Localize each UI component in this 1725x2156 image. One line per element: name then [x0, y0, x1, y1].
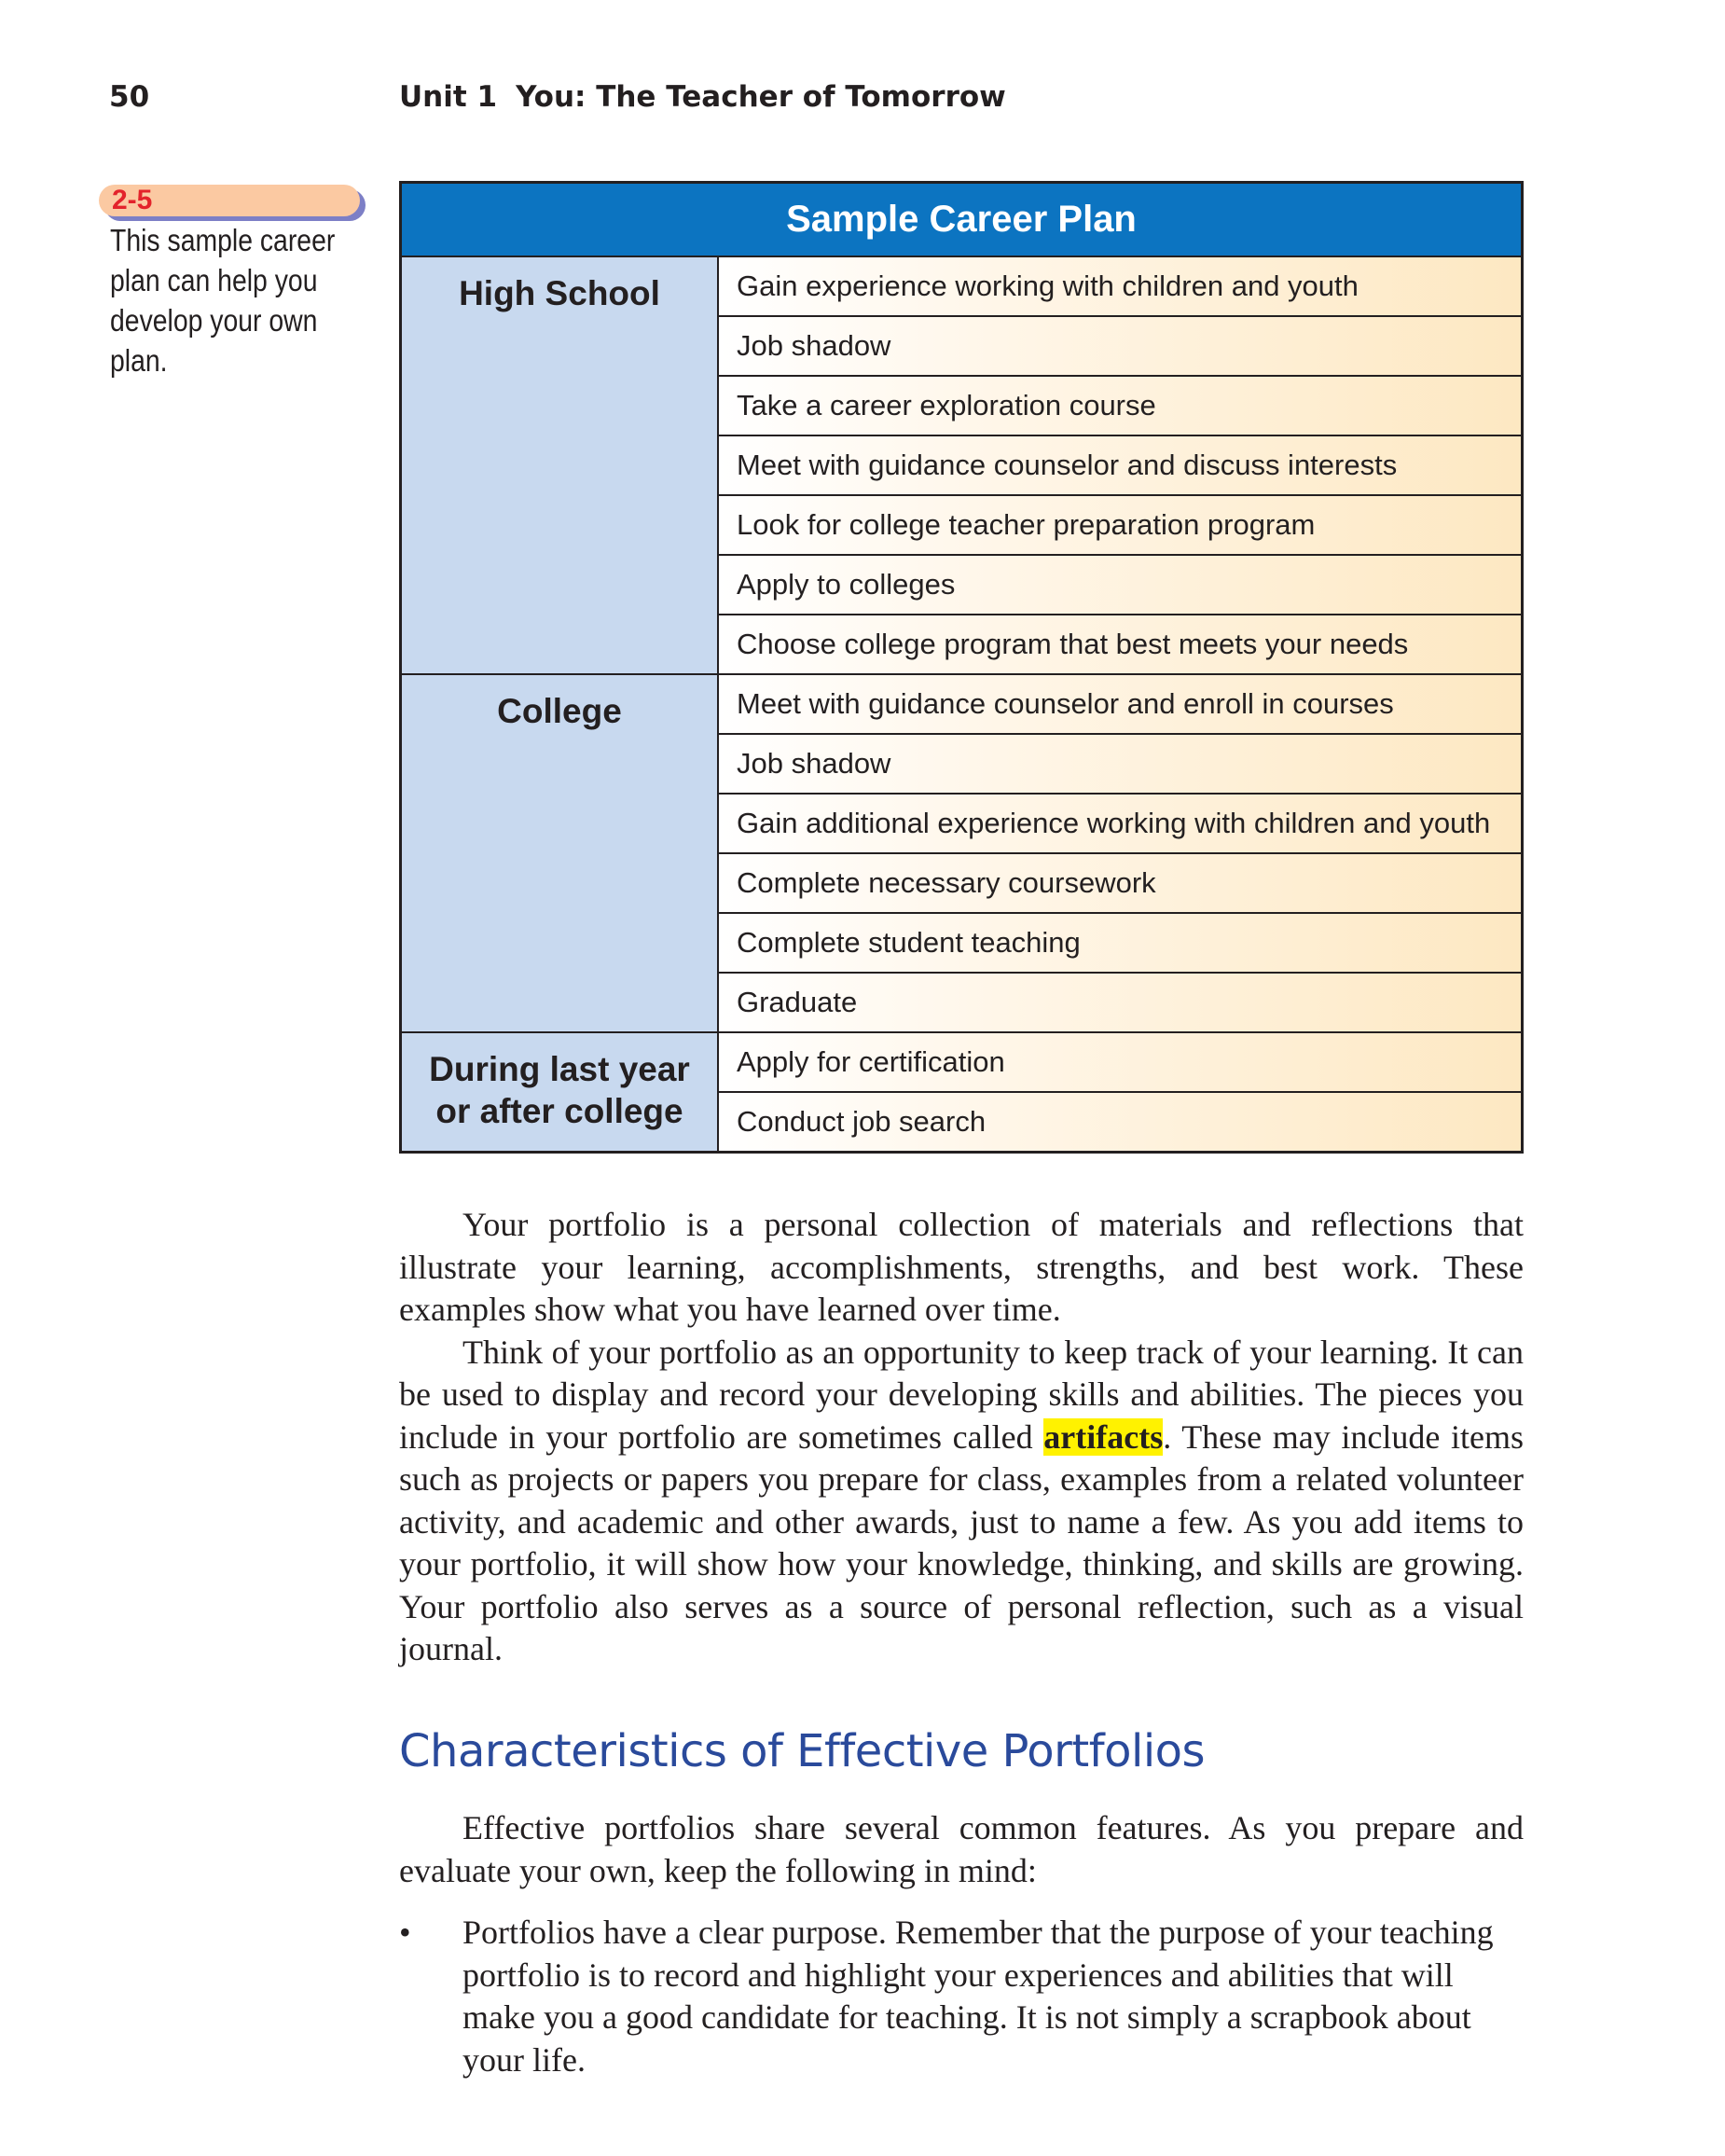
- step-row: Complete necessary coursework: [719, 854, 1521, 914]
- stage-label: High School: [402, 257, 719, 673]
- step-row: Apply for certification: [719, 1033, 1521, 1093]
- body-text: [399, 1204, 1524, 1671]
- key-term: artifacts: [1043, 1417, 1164, 1456]
- unit-title: You: The Teacher of Tomorrow: [516, 80, 1006, 114]
- step-list: [719, 675, 1521, 1031]
- career-plan-table: [399, 181, 1524, 1154]
- plan-section-after-college: [402, 1033, 1521, 1151]
- bullet-icon: •: [399, 1914, 411, 1951]
- section-intro: [399, 1807, 1524, 1892]
- step-row: Choose college program that best meets your needs: [719, 615, 1521, 673]
- figure-badge: [99, 185, 360, 216]
- step-row: Job shadow: [719, 317, 1521, 377]
- page-number: 50: [109, 80, 150, 114]
- paragraph: Effective portfolios share several common features. As you prepare and evaluate your own, keep the following in mind:: [399, 1809, 1524, 1889]
- list-item: [399, 1912, 1524, 2081]
- step-row: Graduate: [719, 974, 1521, 1031]
- step-row: Conduct job search: [719, 1093, 1521, 1151]
- step-row: Apply to colleges: [719, 556, 1521, 615]
- step-list: [719, 1033, 1521, 1151]
- step-row: Gain experience working with children and youth: [719, 257, 1521, 317]
- paragraph-text: . These may include items such as projects or papers you prepare for class, examples from a related volunteer activity, and academic and other awards, just to name a few. As you add items to your portfolio, it will show how your knowledge, thinking, and skills are growing. Your portfolio also serves as a source of personal reflection, such as a visual journal.: [399, 1417, 1524, 1667]
- table-title: Sample Career Plan: [402, 184, 1521, 257]
- stage-label: During last year or after college: [402, 1033, 719, 1151]
- paragraph: [399, 1332, 1524, 1671]
- step-row: Take a career exploration course: [719, 377, 1521, 436]
- step-row: Gain additional experience working with children and youth: [719, 795, 1521, 854]
- running-head: [399, 80, 1006, 114]
- step-row: Look for college teacher preparation program: [719, 496, 1521, 556]
- section-heading: Characteristics of Effective Portfolios: [399, 1725, 1206, 1777]
- list-item-text: Portfolios have a clear purpose. Remember that the purpose of your teaching portfolio is to record and highlight your experiences and abilities that will make you a good candidate for teaching. It is not simply a scrapbook about your life.: [462, 1914, 1494, 2079]
- paragraph: Your portfolio is a personal collection of materials and reflections that illustrate your learning, accomplishments, strengths, and best work. These examples show what you have learned over time.: [399, 1206, 1524, 1328]
- bullet-list: [399, 1912, 1524, 2081]
- figure-number: 2-5: [112, 185, 153, 215]
- step-row: Complete student teaching: [719, 914, 1521, 974]
- figure-caption: This sample career plan can help you develop your own plan.: [110, 223, 336, 378]
- step-row: Meet with guidance counselor and discuss interests: [719, 436, 1521, 496]
- plan-section-college: [402, 675, 1521, 1033]
- stage-label: College: [402, 675, 719, 1031]
- step-list: [719, 257, 1521, 673]
- unit-label: Unit 1: [399, 80, 498, 114]
- paragraph-text: Think of your portfolio as an opportunity to keep track of your learning. It can be used to display and record your developing skills and abilities. The pieces you include in your portfolio are sometimes called: [399, 1333, 1524, 1456]
- step-row: Job shadow: [719, 735, 1521, 795]
- step-row: Meet with guidance counselor and enroll in courses: [719, 675, 1521, 735]
- plan-section-high-school: [402, 257, 1521, 675]
